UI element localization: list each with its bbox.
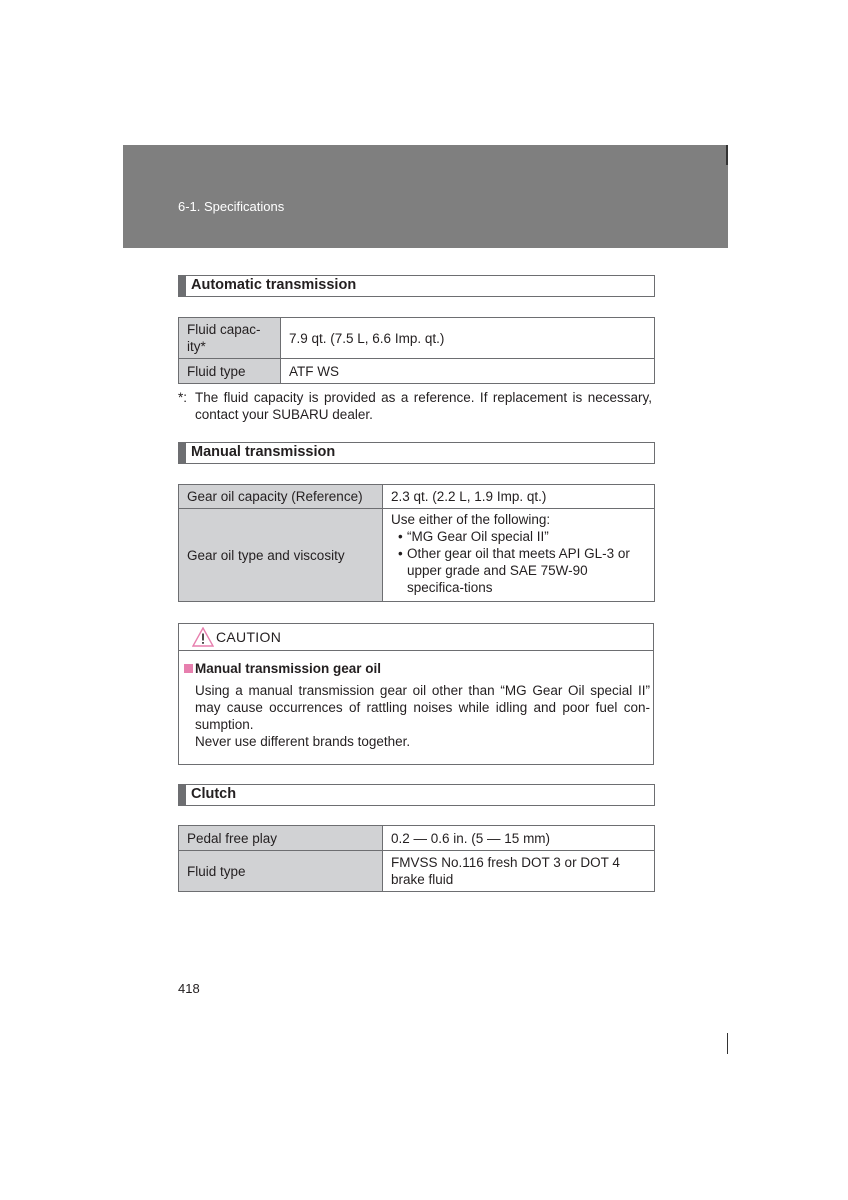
caution-body: [195, 682, 650, 750]
table-key-cell: Gear oil capacity (Reference): [179, 485, 383, 509]
table-row: [179, 485, 655, 509]
table-row: [179, 318, 655, 359]
section-title: Automatic transmission: [191, 277, 357, 293]
table-value-cell: 2.3 qt. (2.2 L, 1.9 Imp. qt.): [383, 485, 655, 509]
table-key-cell: Gear oil type and viscosity: [179, 509, 383, 602]
key-line: Fluid capac-: [187, 322, 261, 337]
section-heading-automatic-transmission: [178, 275, 655, 297]
page-edge-mark: [727, 1033, 728, 1054]
value-line: brake fluid: [391, 872, 454, 887]
caution-header: [179, 624, 653, 651]
table-value-cell: ATF WS: [281, 359, 655, 384]
section-heading-clutch: [178, 784, 655, 806]
chapter-header-band: [123, 145, 728, 248]
table-value-cell: [383, 509, 655, 602]
heading-bar: [179, 785, 186, 805]
list-item-text: “MG Gear Oil special II”: [407, 529, 549, 544]
caution-box: [178, 623, 654, 765]
footnote: [178, 389, 652, 423]
table-value-cell: 7.9 qt. (7.5 L, 6.6 Imp. qt.): [281, 318, 655, 359]
value-intro: Use either of the following:: [391, 512, 551, 527]
heading-bar: [179, 276, 186, 296]
header-edge-mark: [726, 145, 728, 165]
manual-transmission-table: [178, 484, 655, 602]
pink-square-icon: [184, 664, 193, 673]
list-item: [391, 545, 646, 596]
automatic-transmission-table: [178, 317, 655, 384]
footnote-text: The fluid capacity is provided as a reference. If replacement is necessary, contact your SUBARU dealer.: [195, 390, 652, 422]
bullet-dot: •: [398, 546, 403, 561]
breadcrumb: 6-1. Specifications: [178, 199, 285, 214]
key-line: ity*: [187, 339, 206, 354]
bullet-list: [391, 528, 646, 596]
value-line: FMVSS No.116 fresh DOT 3 or DOT 4: [391, 855, 620, 870]
caution-title: Manual transmission gear oil: [195, 661, 382, 676]
list-item-text: Other gear oil that meets API GL-3 or upper grade and SAE 75W-90 specifica-tions: [407, 546, 630, 595]
table-key-cell: Pedal free play: [179, 826, 383, 851]
section-title: Clutch: [191, 786, 237, 802]
table-key-cell: Fluid type: [179, 851, 383, 892]
caution-paragraph: Using a manual transmission gear oil other than “MG Gear Oil special II” may cause occurrences of rattling noises while idling and poor fuel con-sumption.: [195, 683, 650, 732]
clutch-table: [178, 825, 655, 892]
table-row: [179, 359, 655, 384]
bullet-dot: •: [398, 529, 403, 544]
table-row: [179, 826, 655, 851]
caution-label: CAUTION: [216, 629, 282, 645]
page-number: 418: [178, 981, 200, 996]
heading-bar: [179, 443, 186, 463]
caution-paragraph: Never use different brands together.: [195, 734, 411, 749]
section-title: Manual transmission: [191, 444, 336, 460]
warning-triangle-icon: [192, 627, 214, 647]
section-heading-manual-transmission: [178, 442, 655, 464]
table-key-cell: [179, 318, 281, 359]
table-value-cell: [383, 851, 655, 892]
footnote-mark: *:: [178, 390, 188, 405]
table-row: [179, 851, 655, 892]
table-row: [179, 509, 655, 602]
table-value-cell: 0.2 — 0.6 in. (5 — 15 mm): [383, 826, 655, 851]
table-key-cell: Fluid type: [179, 359, 281, 384]
list-item: [391, 528, 646, 545]
